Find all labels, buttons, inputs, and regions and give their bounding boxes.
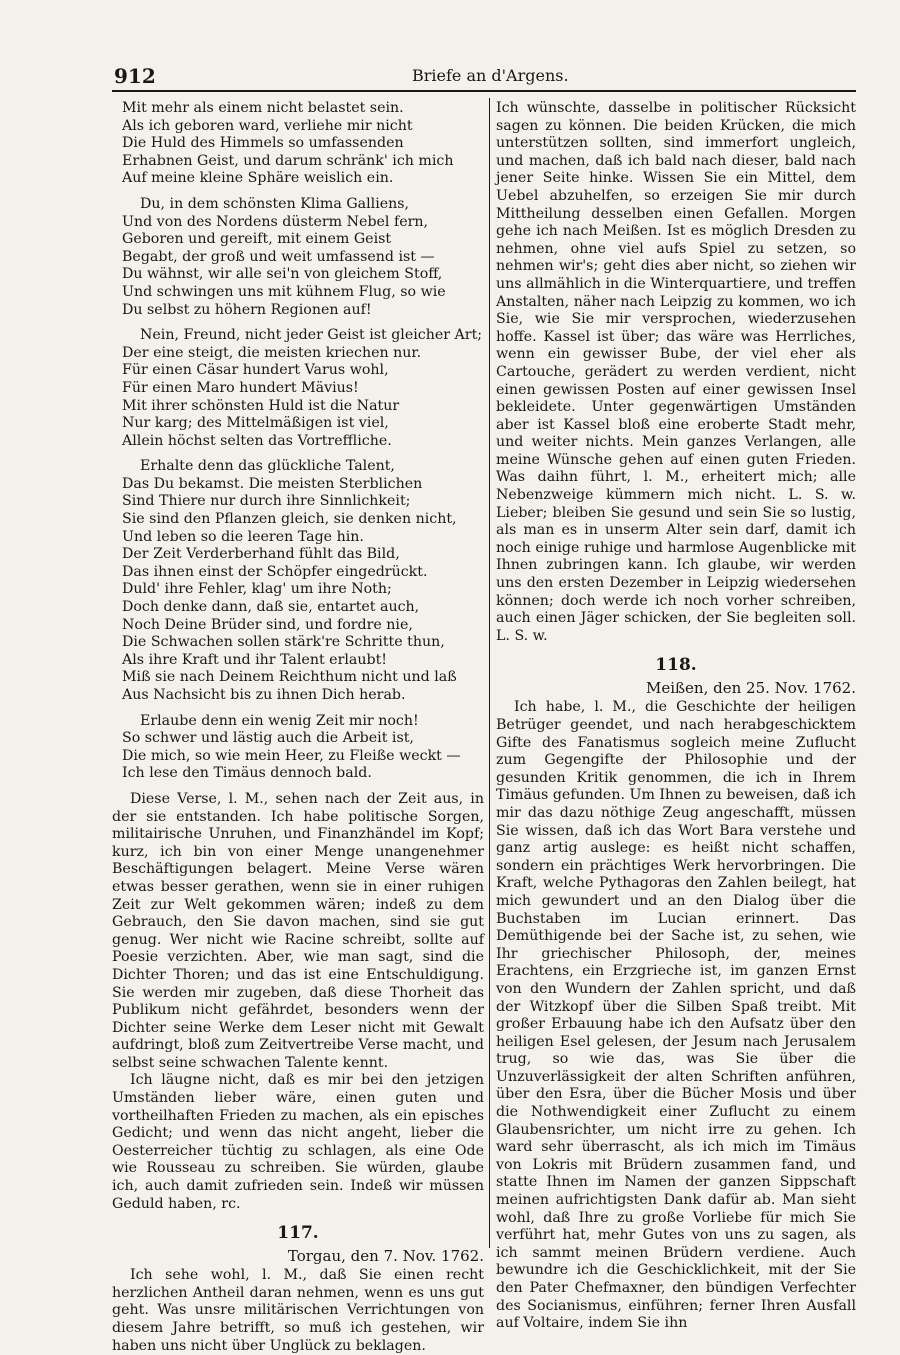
poem-line: Doch denke dann, daß sie, entartet auch, — [122, 599, 420, 616]
poem-line: Aus Nachsicht bis zu ihnen Dich herab. — [122, 687, 406, 703]
poem-line: Als ich geboren ward, verliehe mir nicht — [122, 117, 413, 134]
poem-line: Auf meine kleine Sphäre weislich ein. — [122, 170, 394, 187]
poem-line: Die Huld des Himmels so umfassenden — [122, 135, 404, 152]
poem-stanza — [122, 713, 484, 783]
poem-stanza — [122, 100, 484, 188]
page-number: 912 — [114, 64, 156, 88]
poem-line: Für einen Cäsar hundert Varus wohl, — [122, 362, 389, 379]
poem-line: Und von des Nordens düsterm Nebel fern, — [122, 213, 429, 230]
letter-continuation: Ich wünschte, dasselbe in politischer Rücksicht sagen zu können. Die beiden Krücken, die mich unterstützen sollten, sind immerfort ungleich, und machen, daß ich bald nach dieser, bald nach jener Seite hinke. Wissen Sie ein Mittel, dem Uebel abzuhelfen, so erzeigen Sie mir durch Mittheilung desselben einen Gefallen. Morgen gehe ich nach Meißen. Ist es möglich Dresden zu nehmen, ohne viel aufs Spiel zu setzen, so nehmen wir's; geht dies aber nicht, so ziehen wir uns allmählich in die Winterquartiere, und treffen Anstalten, näher nach Leipzig zu kommen, wo ich Sie, wie Sie mir versprochen, wiederzusehen hoffe. Kassel ist über; das wäre was Herrliches, wenn ein gewisser Bube, der viel eher als Cartouche, gerädert zu werden verdient, nicht einen gewissen Posten auf einer gewissen Insel bekleidete. Unter gegenwärtigen Umständen aber ist Kassel bloß eine eroberte Stadt mehr, und weiter nichts. Mein ganzes Verlangen, alle meine Wünsche gehen auf einen guten Frieden. Was daihn führt, l. M., erheitert mich; alle Nebenzweige kümmern mich nicht. L. S. w. Lieber; bleiben Sie gesund und sein Sie so lustig, als man es in unserm Alter sein darf, damit ich noch einige ruhige und harmlose Augenblicke mit Ihnen zubringen kann. Ich glaube, wir werden uns den ersten Dezember in Leipzig wiedersehen können; doch werde ich noch vorher schreiben, auch einen Jäger schicken, der Sie begleiten soll. L. S. w. — [496, 100, 856, 644]
poem-line: Und schwingen uns mit kühnem Flug, so wie — [122, 283, 446, 300]
poem-line: Geboren und gereift, mit einem Geist — [122, 231, 392, 248]
letter-number: 117. — [277, 1223, 319, 1244]
right-column — [496, 100, 856, 1333]
letter-number: 118. — [655, 655, 697, 676]
poem-stanza — [122, 196, 484, 319]
poem-line: Die mich, so wie mein Heer, zu Fleiße weckt — — [122, 747, 461, 764]
poem-line: Die Schwachen sollen stärk're Schritte thun, — [122, 634, 445, 651]
poem-line: Duld' ihre Fehler, klag' um ihre Noth; — [122, 581, 392, 598]
poem-line: Sind Thiere nur durch ihre Sinnlichkeit; — [122, 493, 411, 510]
prose-paragraph: Diese Verse, l. M., sehen nach der Zeit aus, in der sie entstanden. Ich habe politische Sorgen, militairische Unruhen, und Finanzhändel im Kopf; kurz, ich bin von einer Menge unangenehmer Beschäftigungen belagert. Meine Verse wären etwas besser gerathen, wenn sie in einer ruhigen Zeit zur Welt gekommen wären; indeß zu dem Gebrauch, den Sie davon machen, sind sie gut genug. Wer nicht wie Racine schreibt, sollte auf Poesie verzichten. Aber, wie man sagt, sind die Dichter Thoren; und das ist eine Entschuldigung. Sie werden mir zugeben, daß diese Thorheit das Publikum nicht gefährdet, besonders wenn der Dichter seine Werke dem Leser nicht mit Gewalt aufdringt, bloß zum Zeitvertreibe Verse macht, und selbst seine schwachen Talente kennt. — [112, 790, 484, 1071]
poem-stanza — [122, 327, 484, 450]
poem-line: Mit mehr als einem nicht belastet sein. — [122, 100, 404, 116]
poem-line: So schwer und lästig auch die Arbeit ist, — [122, 730, 414, 747]
left-column — [112, 100, 484, 1355]
poem-line: Für einen Maro hundert Mävius! — [122, 379, 359, 396]
poem-line: Erlaube denn ein wenig Zeit mir noch! — [140, 712, 419, 729]
poem-line: Allein höchst selten das Vortreffliche. — [122, 432, 392, 449]
poem-line: Als ihre Kraft und ihr Talent erlaubt! — [122, 651, 387, 668]
poem-stanza — [122, 458, 484, 704]
poem-line: Du selbst zu höhern Regionen auf! — [122, 301, 372, 318]
poem-line: Erhabnen Geist, und darum schränk' ich mich — [122, 152, 454, 169]
poem-line: Nein, Freund, nicht jeder Geist ist gleicher Art; — [140, 327, 483, 344]
poem-line: Und leben so die leeren Tage hin. — [122, 528, 364, 545]
poem-line: Du, in dem schönsten Klima Galliens, — [140, 195, 410, 212]
page-header — [112, 64, 856, 92]
poem-line: Begabt, der groß und weit umfassend ist — — [122, 248, 435, 265]
column-divider — [489, 98, 490, 1248]
poem-line: Miß sie nach Deinem Reichthum nicht und laß — [122, 669, 457, 686]
poem-line: Sie sind den Pflanzen gleich, sie denken nicht, — [122, 511, 457, 528]
letter-dateline: Torgau, den 7. Nov. 1762. — [287, 1247, 484, 1266]
poem-line: Noch Deine Brüder sind, und fordre nie, — [122, 616, 413, 633]
letter-text: Ich habe, l. M., die Geschichte der heiligen Betrüger geendet, und nach herabgeschicktem Gifte des Fanatismus sogleich meine Zuflucht zum Gegengifte der Philosophie und der gesunden Kritik genommen, die ich in Ihrem Timäus gefunden. Um Ihnen zu beweisen, daß ich mir das dazu nöthige Zeug angeschafft, müssen Sie wissen, daß ich das Wort Bara verstehe und ganz artig auslege: es heißt nicht schaffen, sondern ein prächtiges Werk hervorbringen. Die Kraft, welche Pythagoras den Zahlen beilegt, hat mich gewundert und an den Dialog über die Buchstaben im Lucian erinnert. Das Demüthigende bei der Sache ist, zu sehen, wie Ihr griechischer Philosoph, der, meines Erachtens, ein Erzgrieche ist, im ganzen Ernst von den Wundern der Zahlen spricht, und daß der Witzkopf über die Silben Spaß treibt. Mit großer Erbauung habe ich den Aufsatz über den heiligen Esel gelesen, der Jesum nach Jerusalem trug, so wie das, was Sie über die Unzuverlässigkeit der alten Schriften anführen, über den Esra, über die Bücher Mosis und über die Nothwendigkeit einer Zuflucht zu einem Glaubensrichter, um nicht irre zu gehen. Ich ward sehr überrascht, als ich mich im Timäus von Lokris mit Brüdern zusammen fand, und statte Ihnen im Namen der ganzen Sippschaft meinen aufrichtigsten Dank dafür ab. Man sieht wohl, daß Ihre zu große Vorliebe für mich Sie verführt hat, mehr Gutes von uns zu sagen, als ich sammt meinen Brüdern verdiene. Auch bewundre ich die Geschicklichkeit, mit der Sie den Pater Chefmaxner, den bündigen Verfechter des Socianismus, einführen; ferner Ihren Ausfall auf Voltaire, indem Sie ihn — [496, 699, 856, 1332]
poem-line: Nur karg; des Mittelmäßigen ist viel, — [122, 415, 389, 432]
poem-line: Ich lese den Timäus dennoch bald. — [122, 765, 372, 782]
prose-paragraph: Ich läugne nicht, daß es mir bei den jetzigen Umständen lieber wäre, einen guten und vortheilhaften Frieden zu machen, als ein episches Gedicht; und wenn das nicht angeht, lieber die Oesterreicher tüchtig zu schlagen, als eine Ode wie Rousseau zu schreiben. Sie würden, glaube ich, auch damit zufrieden sein. Indeß wir müssen Geduld haben, rc. — [112, 1072, 484, 1212]
poem-line: Das Du bekamst. Die meisten Sterblichen — [122, 475, 423, 492]
poem-line: Mit ihrer schönsten Huld ist die Natur — [122, 397, 400, 414]
letter-dateline: Meißen, den 25. Nov. 1762. — [646, 679, 856, 698]
running-title: Briefe an d'Argens. — [412, 66, 569, 85]
poem-line: Erhalte denn das glückliche Talent, — [140, 458, 395, 475]
poem-line: Der Zeit Verderberhand fühlt das Bild, — [122, 546, 400, 563]
poem-line: Das ihnen einst der Schöpfer eingedrückt. — [122, 563, 428, 580]
poem-line: Du wähnst, wir alle sei'n von gleichem Stoff, — [122, 266, 443, 283]
poem-line: Der eine steigt, die meisten kriechen nur. — [122, 344, 422, 361]
letter-text: Ich sehe wohl, l. M., daß Sie einen recht herzlichen Antheil daran nehmen, wenn es uns gut geht. Was unsre militärischen Verrichtungen von diesem Jahre betrifft, so muß ich gestehen, wir haben uns nicht über Unglück zu beklagen. — [112, 1267, 484, 1354]
